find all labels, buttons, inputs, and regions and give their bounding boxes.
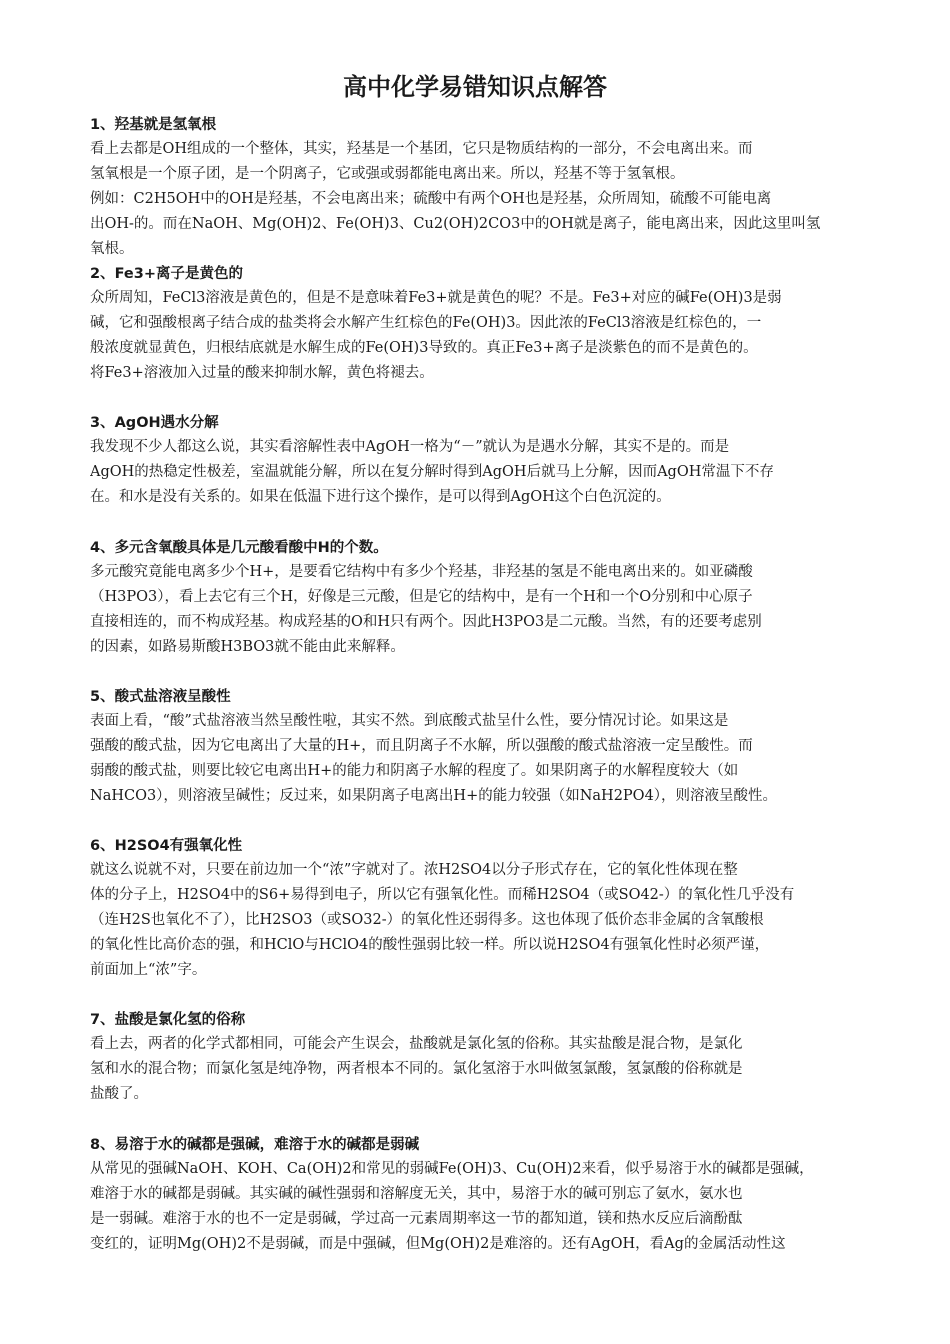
paragraph xyxy=(90,1157,860,1257)
text-line: 众所周知，FeCl3溶液是黄色的，但是不是意味着Fe3+就是黄色的呢？不是。Fe3+对应的碱Fe(OH)3是弱 xyxy=(90,290,782,306)
text-line: 碱，它和强酸根离子结合成的盐类将会水解产生红棕色的Fe(OH)3。因此浓的FeCl3溶液是红棕色的，一 xyxy=(90,315,762,331)
section-heading: 6、H2SO4有强氧化性 xyxy=(90,838,243,854)
section-heading: 3、AgOH遇水分解 xyxy=(90,415,219,431)
text-line: AgOH的热稳定性极差，室温就能分解，所以在复分解时得到AgOH后就马上分解，因而AgOH常温下不存 xyxy=(90,464,774,480)
text-line: 在。和水是没有关系的。如果在低温下进行这个操作，是可以得到AgOH这个白色沉淀的。 xyxy=(90,489,671,505)
text-line: 直接相连的，而不构成羟基。构成羟基的O和H只有两个。因此H3PO3是二元酸。当然，有的还要考虑别 xyxy=(90,614,762,630)
text-line: 盐酸了。 xyxy=(90,1086,148,1102)
page-title: 高中化学易错知识点解答 xyxy=(343,72,607,101)
text-line: 看上去都是OH组成的一个整体，其实，羟基是一个基团，它只是物质结构的一部分，不会电离出来。而 xyxy=(90,141,753,157)
text-line: 弱酸的酸式盐，则要比较它电离出H+的能力和阴离子水解的程度了。如果阴离子的水解程度较大（如 xyxy=(90,763,739,779)
section-heading: 7、盐酸是氯化氢的俗称 xyxy=(90,1012,246,1028)
text-line: 氢和水的混合物；而氯化氢是纯净物，两者根本不同的。氯化氢溶于水叫做氢氯酸，氢氯酸的俗称就是 xyxy=(90,1061,743,1077)
section-heading: 1、羟基就是氢氧根 xyxy=(90,117,217,133)
section-heading: 4、多元含氧酸具体是几元酸看酸中H的个数。 xyxy=(90,540,388,556)
section-8 xyxy=(90,1133,860,1257)
text-line: 从常见的强碱NaOH、KOH、Ca(OH)2和常见的弱碱Fe(OH)3、Cu(OH)2来看，似乎易溶于水的碱都是强碱， xyxy=(90,1161,814,1177)
section-2 xyxy=(90,262,860,386)
text-line: 我发现不少人都这么说，其实看溶解性表中AgOH一格为“－”就认为是遇水分解，其实不是的。而是 xyxy=(90,439,730,455)
section-heading: 8、易溶于水的碱都是强碱，难溶于水的碱都是弱碱 xyxy=(90,1137,420,1153)
section-5 xyxy=(90,685,860,809)
text-line: 将Fe3+溶液加入过量的酸来抑制水解，黄色将褪去。 xyxy=(90,365,434,381)
section-7 xyxy=(90,1008,860,1107)
text-line: 体的分子上，H2SO4中的S6+易得到电子，所以它有强氧化性。而稀H2SO4（或SO42-）的氧化性几乎没有 xyxy=(90,887,795,903)
paragraph xyxy=(90,435,860,510)
text-line: 氢氧根是一个原子团，是一个阴离子，它或强或弱都能电离出来。所以，羟基不等于氢氧根。 xyxy=(90,166,685,182)
text-line: 般浓度就显黄色，归根结底就是水解生成的Fe(OH)3导致的。真正Fe3+离子是淡紫色的而不是黄色的。 xyxy=(90,340,758,356)
text-line: （H3PO3），看上去它有三个H，好像是三元酸，但是它的结构中，是有一个H和一个O分别和中心原子 xyxy=(90,589,753,605)
paragraph xyxy=(90,709,860,809)
text-line: 前面加上“浓”字。 xyxy=(90,962,207,978)
text-line: 就这么说就不对，只要在前边加一个“浓”字就对了。浓H2SO4以分子形式存在，它的氧化性体现在整 xyxy=(90,862,738,878)
text-line: 氧根。 xyxy=(90,241,134,257)
text-line: 看上去，两者的化学式都相同，可能会产生误会，盐酸就是氯化氢的俗称。其实盐酸是混合物，是氯化 xyxy=(90,1036,743,1052)
paragraph xyxy=(90,858,860,983)
section-6 xyxy=(90,834,860,983)
paragraph xyxy=(90,187,860,262)
text-line: 例如：C2H5OH中的OH是羟基，不会电离出来；硫酸中有两个OH也是羟基，众所周知，硫酸不可能电离 xyxy=(90,191,772,207)
text-line: 是一弱碱。难溶于水的也不一定是弱碱，学过高一元素周期率这一节的都知道，镁和热水反应后滴酚酞 xyxy=(90,1211,743,1227)
text-line: 难溶于水的碱都是弱碱。其实碱的碱性强弱和溶解度无关，其中，易溶于水的碱可别忘了氨水，氨水也 xyxy=(90,1186,743,1202)
text-line: 变红的，证明Mg(OH)2不是弱碱，而是中强碱，但Mg(OH)2是难溶的。还有AgOH，看Ag的金属活动性这 xyxy=(90,1236,786,1252)
paragraph xyxy=(90,1032,860,1107)
paragraph xyxy=(90,286,860,386)
text-line: 出OH-的。而在NaOH、Mg(OH)2、Fe(OH)3、Cu2(OH)2CO3中的OH就是离子，能电离出来，因此这里叫氢 xyxy=(90,216,821,232)
text-line: 强酸的酸式盐，因为它电离出了大量的H+，而且阴离子不水解，所以强酸的酸式盐溶液一定呈酸性。而 xyxy=(90,738,753,754)
text-line: 表面上看，“酸”式盐溶液当然呈酸性啦，其实不然。到底酸式盐呈什么性，要分情况讨论。如果这是 xyxy=(90,713,729,729)
paragraph xyxy=(90,560,860,660)
paragraph xyxy=(90,137,860,187)
text-line: NaHCO3），则溶液呈碱性；反过来，如果阴离子电离出H+的能力较强（如NaH2PO4），则溶液呈酸性。 xyxy=(90,788,778,804)
text-line: （连H2S也氧化不了），比H2SO3（或SO32-）的氧化性还弱得多。这也体现了低价态非金属的含氧酸根 xyxy=(90,912,764,928)
section-heading: 2、Fe3+离子是黄色的 xyxy=(90,266,243,282)
section-4 xyxy=(90,536,860,660)
section-1 xyxy=(90,113,860,262)
text-line: 的因素，如路易斯酸H3BO3就不能由此来解释。 xyxy=(90,639,405,655)
text-line: 多元酸究竟能电离多少个H+，是要看它结构中有多少个羟基，非羟基的氢是不能电离出来的。如亚磷酸 xyxy=(90,564,753,580)
section-3 xyxy=(90,411,860,510)
text-line: 的氧化性比高价态的强，和HClO与HClO4的酸性强弱比较一样。所以说H2SO4有强氧化性时必须严谨， xyxy=(90,937,770,953)
section-heading: 5、酸式盐溶液呈酸性 xyxy=(90,689,231,705)
